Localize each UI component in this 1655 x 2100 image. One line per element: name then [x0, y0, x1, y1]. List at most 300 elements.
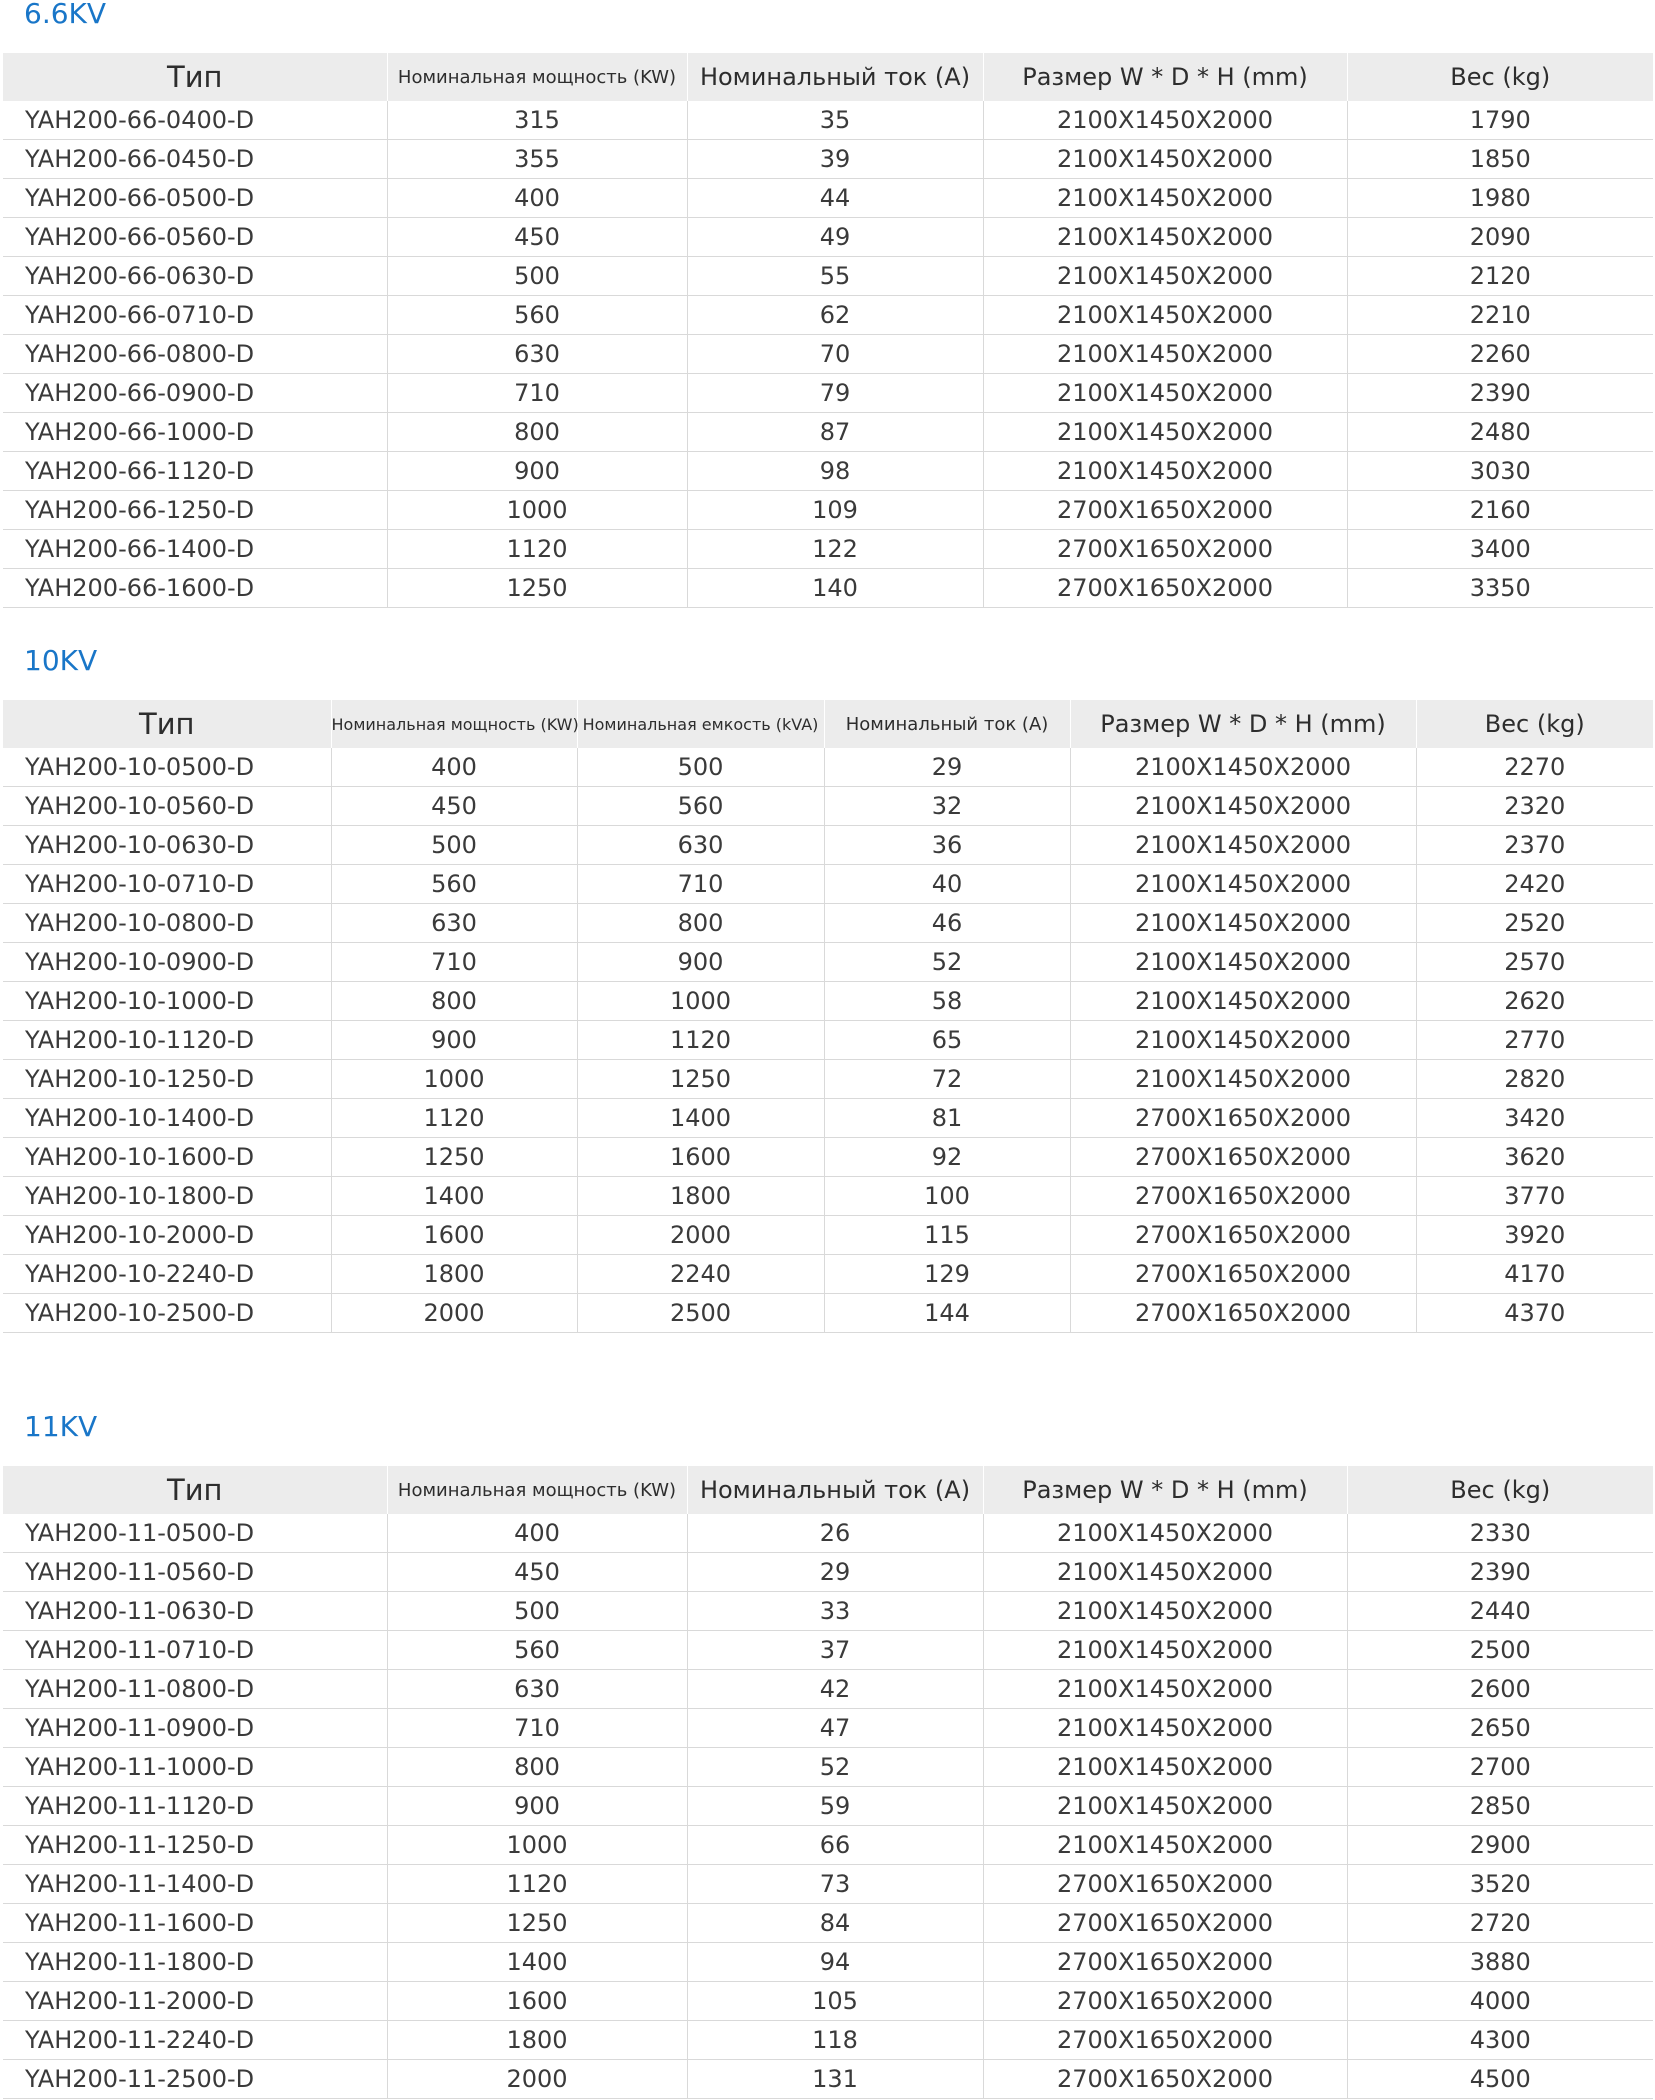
table-cell: 800 — [387, 1748, 687, 1787]
table-cell: 800 — [387, 413, 687, 452]
cell-type: YAH200-66-1000-D — [3, 413, 387, 452]
table-cell: 36 — [824, 826, 1070, 865]
table-row — [3, 1748, 1653, 1787]
table-cell: 450 — [331, 787, 577, 826]
cell-type: YAH200-10-0560-D — [3, 787, 331, 826]
table-cell: 2100X1450X2000 — [983, 1709, 1347, 1748]
cell-type: YAH200-66-0800-D — [3, 335, 387, 374]
table-cell: 2100X1450X2000 — [1070, 943, 1416, 982]
table-cell: 1250 — [387, 1904, 687, 1943]
table-cell: 129 — [824, 1255, 1070, 1294]
table-row — [3, 904, 1653, 943]
table-cell: 3030 — [1347, 452, 1653, 491]
col-header-size: Размер W * D * H (mm) — [983, 1466, 1347, 1514]
table-cell: 62 — [687, 296, 983, 335]
table-cell: 400 — [331, 748, 577, 787]
table-cell: 79 — [687, 374, 983, 413]
cell-type: YAH200-11-0630-D — [3, 1592, 387, 1631]
table-cell: 39 — [687, 140, 983, 179]
table-cell: 2100X1450X2000 — [983, 101, 1347, 140]
table-cell: 900 — [387, 1787, 687, 1826]
table-cell: 2330 — [1347, 1514, 1653, 1553]
cell-type: YAH200-11-2500-D — [3, 2060, 387, 2099]
table-row — [3, 1787, 1653, 1826]
table-cell: 560 — [577, 787, 824, 826]
table-cell: 1400 — [387, 1943, 687, 1982]
col-header-power: Номинальная мощность (KW) — [331, 700, 577, 748]
table-cell: 2100X1450X2000 — [1070, 1060, 1416, 1099]
table-cell: 73 — [687, 1865, 983, 1904]
table-cell: 33 — [687, 1592, 983, 1631]
table-cell: 1120 — [331, 1099, 577, 1138]
table-cell: 2480 — [1347, 413, 1653, 452]
cell-type: YAH200-10-1600-D — [3, 1138, 331, 1177]
table-row — [3, 1294, 1653, 1333]
table-row — [3, 2021, 1653, 2060]
table-cell: 2700X1650X2000 — [983, 491, 1347, 530]
table-cell: 1000 — [387, 1826, 687, 1865]
cell-type: YAH200-66-0400-D — [3, 101, 387, 140]
table-cell: 2000 — [577, 1216, 824, 1255]
spec-table-10kv — [3, 700, 1653, 1333]
table-cell: 144 — [824, 1294, 1070, 1333]
cell-type: YAH200-10-0900-D — [3, 943, 331, 982]
table-cell: 2100X1450X2000 — [983, 1826, 1347, 1865]
col-header-current: Номинальный ток (A) — [687, 53, 983, 101]
table-cell: 2700X1650X2000 — [983, 1904, 1347, 1943]
table-cell: 72 — [824, 1060, 1070, 1099]
cell-type: YAH200-10-0630-D — [3, 826, 331, 865]
table-cell: 1800 — [331, 1255, 577, 1294]
table-cell: 2700X1650X2000 — [1070, 1216, 1416, 1255]
table-cell: 2100X1450X2000 — [983, 374, 1347, 413]
table-row — [3, 1138, 1653, 1177]
table-row — [3, 296, 1653, 335]
table-cell: 3880 — [1347, 1943, 1653, 1982]
table-cell: 2520 — [1416, 904, 1653, 943]
table-cell: 2240 — [577, 1255, 824, 1294]
table-cell: 3920 — [1416, 1216, 1653, 1255]
table-cell: 2100X1450X2000 — [983, 335, 1347, 374]
table-cell: 3420 — [1416, 1099, 1653, 1138]
table-cell: 2500 — [1347, 1631, 1653, 1670]
table-cell: 2260 — [1347, 335, 1653, 374]
cell-type: YAH200-66-0710-D — [3, 296, 387, 335]
table-cell: 118 — [687, 2021, 983, 2060]
table-row — [3, 101, 1653, 140]
table-cell: 2100X1450X2000 — [983, 1670, 1347, 1709]
table-cell: 1600 — [387, 1982, 687, 2021]
cell-type: YAH200-66-1400-D — [3, 530, 387, 569]
table-row — [3, 1592, 1653, 1631]
cell-type: YAH200-10-2000-D — [3, 1216, 331, 1255]
table-cell: 2320 — [1416, 787, 1653, 826]
table-cell: 2700X1650X2000 — [1070, 1138, 1416, 1177]
table-cell: 2100X1450X2000 — [983, 452, 1347, 491]
table-cell: 2100X1450X2000 — [1070, 787, 1416, 826]
table-cell: 1400 — [577, 1099, 824, 1138]
table-cell: 2100X1450X2000 — [1070, 904, 1416, 943]
table-cell: 2500 — [577, 1294, 824, 1333]
table-cell: 560 — [331, 865, 577, 904]
table-cell: 109 — [687, 491, 983, 530]
table-cell: 2100X1450X2000 — [1070, 865, 1416, 904]
table-cell: 115 — [824, 1216, 1070, 1255]
table-cell: 94 — [687, 1943, 983, 1982]
col-header-size: Размер W * D * H (mm) — [983, 53, 1347, 101]
table-cell: 630 — [331, 904, 577, 943]
table-row — [3, 2060, 1653, 2099]
table-row — [3, 1255, 1653, 1294]
table-cell: 4170 — [1416, 1255, 1653, 1294]
table-cell: 35 — [687, 101, 983, 140]
table-row — [3, 1099, 1653, 1138]
cell-type: YAH200-11-0560-D — [3, 1553, 387, 1592]
cell-type: YAH200-66-1600-D — [3, 569, 387, 608]
cell-type: YAH200-11-2000-D — [3, 1982, 387, 2021]
col-header-size: Размер W * D * H (mm) — [1070, 700, 1416, 748]
cell-type: YAH200-10-0710-D — [3, 865, 331, 904]
col-header-type: Тип — [3, 700, 331, 748]
table-cell: 630 — [387, 335, 687, 374]
table-cell: 2390 — [1347, 1553, 1653, 1592]
table-row — [3, 1670, 1653, 1709]
table-cell: 2120 — [1347, 257, 1653, 296]
table-cell: 122 — [687, 530, 983, 569]
table-row — [3, 1865, 1653, 1904]
cell-type: YAH200-10-2240-D — [3, 1255, 331, 1294]
table-cell: 2420 — [1416, 865, 1653, 904]
table-header-row — [3, 1466, 1653, 1514]
table-cell: 1400 — [331, 1177, 577, 1216]
table-row — [3, 1709, 1653, 1748]
table-row — [3, 748, 1653, 787]
table-row — [3, 491, 1653, 530]
table-cell: 2820 — [1416, 1060, 1653, 1099]
table-cell: 2100X1450X2000 — [983, 413, 1347, 452]
table-cell: 2100X1450X2000 — [983, 140, 1347, 179]
table-cell: 3400 — [1347, 530, 1653, 569]
table-row — [3, 452, 1653, 491]
table-cell: 2100X1450X2000 — [1070, 1021, 1416, 1060]
table-cell: 2100X1450X2000 — [983, 179, 1347, 218]
table-cell: 47 — [687, 1709, 983, 1748]
table-cell: 2000 — [331, 1294, 577, 1333]
table-row — [3, 787, 1653, 826]
table-cell: 1600 — [331, 1216, 577, 1255]
table-row — [3, 1826, 1653, 1865]
table-cell: 1120 — [387, 1865, 687, 1904]
table-cell: 1250 — [577, 1060, 824, 1099]
cell-type: YAH200-10-2500-D — [3, 1294, 331, 1333]
table-cell: 710 — [577, 865, 824, 904]
table-cell: 800 — [331, 982, 577, 1021]
table-cell: 3350 — [1347, 569, 1653, 608]
table-cell: 2900 — [1347, 1826, 1653, 1865]
spec-table-6-6kv — [3, 53, 1653, 608]
table-cell: 2700X1650X2000 — [983, 1982, 1347, 2021]
spec-table-11kv — [3, 1466, 1653, 2099]
table-row — [3, 1060, 1653, 1099]
table-cell: 59 — [687, 1787, 983, 1826]
table-cell: 2600 — [1347, 1670, 1653, 1709]
table-cell: 49 — [687, 218, 983, 257]
table-row — [3, 530, 1653, 569]
cell-type: YAH200-10-1120-D — [3, 1021, 331, 1060]
col-header-type: Тип — [3, 53, 387, 101]
cell-type: YAH200-11-1600-D — [3, 1904, 387, 1943]
table-cell: 2700X1650X2000 — [1070, 1177, 1416, 1216]
table-cell: 2700 — [1347, 1748, 1653, 1787]
table-row — [3, 943, 1653, 982]
table-row — [3, 1177, 1653, 1216]
table-cell: 630 — [387, 1670, 687, 1709]
table-cell: 1980 — [1347, 179, 1653, 218]
table-cell: 800 — [577, 904, 824, 943]
table-row — [3, 1216, 1653, 1255]
table-cell: 52 — [687, 1748, 983, 1787]
table-cell: 2700X1650X2000 — [983, 1943, 1347, 1982]
table-cell: 37 — [687, 1631, 983, 1670]
table-cell: 2100X1450X2000 — [983, 257, 1347, 296]
cell-type: YAH200-11-1000-D — [3, 1748, 387, 1787]
table-cell: 2100X1450X2000 — [983, 1514, 1347, 1553]
table-cell: 500 — [387, 1592, 687, 1631]
table-cell: 630 — [577, 826, 824, 865]
table-cell: 500 — [577, 748, 824, 787]
table-cell: 2100X1450X2000 — [1070, 826, 1416, 865]
table-cell: 2100X1450X2000 — [983, 1748, 1347, 1787]
table-cell: 42 — [687, 1670, 983, 1709]
cell-type: YAH200-11-0500-D — [3, 1514, 387, 1553]
table-cell: 46 — [824, 904, 1070, 943]
table-cell: 58 — [824, 982, 1070, 1021]
cell-type: YAH200-10-0800-D — [3, 904, 331, 943]
table-cell: 710 — [331, 943, 577, 982]
cell-type: YAH200-11-0710-D — [3, 1631, 387, 1670]
section-title: 11KV — [24, 1410, 98, 1443]
table-cell: 131 — [687, 2060, 983, 2099]
table-row — [3, 1514, 1653, 1553]
table-cell: 40 — [824, 865, 1070, 904]
table-cell: 81 — [824, 1099, 1070, 1138]
table-row — [3, 257, 1653, 296]
table-cell: 2100X1450X2000 — [983, 296, 1347, 335]
table-cell: 4500 — [1347, 2060, 1653, 2099]
col-header-current: Номинальный ток (A) — [824, 700, 1070, 748]
cell-type: YAH200-11-1800-D — [3, 1943, 387, 1982]
table-cell: 65 — [824, 1021, 1070, 1060]
col-header-current: Номинальный ток (A) — [687, 1466, 983, 1514]
table-cell: 500 — [331, 826, 577, 865]
table-cell: 100 — [824, 1177, 1070, 1216]
table-cell: 1790 — [1347, 101, 1653, 140]
table-cell: 710 — [387, 1709, 687, 1748]
table-cell: 98 — [687, 452, 983, 491]
table-cell: 2700X1650X2000 — [1070, 1294, 1416, 1333]
col-header-type: Тип — [3, 1466, 387, 1514]
table-cell: 4000 — [1347, 1982, 1653, 2021]
table-cell: 2440 — [1347, 1592, 1653, 1631]
table-cell: 26 — [687, 1514, 983, 1553]
table-cell: 900 — [387, 452, 687, 491]
table-cell: 2700X1650X2000 — [983, 569, 1347, 608]
col-header-weight: Вес (kg) — [1416, 700, 1653, 748]
cell-type: YAH200-66-1120-D — [3, 452, 387, 491]
table-cell: 500 — [387, 257, 687, 296]
table-cell: 1250 — [331, 1138, 577, 1177]
table-cell: 400 — [387, 179, 687, 218]
cell-type: YAH200-66-0560-D — [3, 218, 387, 257]
table-cell: 2090 — [1347, 218, 1653, 257]
col-header-weight: Вес (kg) — [1347, 1466, 1653, 1514]
cell-type: YAH200-10-0500-D — [3, 748, 331, 787]
table-cell: 2700X1650X2000 — [983, 2021, 1347, 2060]
cell-type: YAH200-10-1000-D — [3, 982, 331, 1021]
table-cell: 900 — [331, 1021, 577, 1060]
table-cell: 29 — [824, 748, 1070, 787]
table-cell: 87 — [687, 413, 983, 452]
table-cell: 3770 — [1416, 1177, 1653, 1216]
section-title: 6.6KV — [24, 0, 107, 30]
table-cell: 2160 — [1347, 491, 1653, 530]
table-cell: 1000 — [387, 491, 687, 530]
table-cell: 32 — [824, 787, 1070, 826]
table-row — [3, 826, 1653, 865]
table-cell: 2700X1650X2000 — [983, 530, 1347, 569]
table-cell: 44 — [687, 179, 983, 218]
table-cell: 2100X1450X2000 — [983, 1592, 1347, 1631]
table-cell: 710 — [387, 374, 687, 413]
table-cell: 400 — [387, 1514, 687, 1553]
table-cell: 2650 — [1347, 1709, 1653, 1748]
table-cell: 2100X1450X2000 — [983, 1553, 1347, 1592]
table-cell: 2100X1450X2000 — [983, 1787, 1347, 1826]
table-cell: 52 — [824, 943, 1070, 982]
table-row — [3, 1982, 1653, 2021]
col-header-weight: Вес (kg) — [1347, 53, 1653, 101]
cell-type: YAH200-66-0630-D — [3, 257, 387, 296]
table-cell: 1000 — [331, 1060, 577, 1099]
table-cell: 2210 — [1347, 296, 1653, 335]
table-cell: 1120 — [387, 530, 687, 569]
table-cell: 315 — [387, 101, 687, 140]
table-row — [3, 218, 1653, 257]
table-cell: 2700X1650X2000 — [1070, 1255, 1416, 1294]
col-header-power: Номинальная мощность (KW) — [387, 53, 687, 101]
table-cell: 92 — [824, 1138, 1070, 1177]
table-cell: 2100X1450X2000 — [1070, 982, 1416, 1021]
cell-type: YAH200-66-1250-D — [3, 491, 387, 530]
table-cell: 450 — [387, 218, 687, 257]
table-cell: 3620 — [1416, 1138, 1653, 1177]
table-cell: 2390 — [1347, 374, 1653, 413]
cell-type: YAH200-10-1400-D — [3, 1099, 331, 1138]
table-cell: 2370 — [1416, 826, 1653, 865]
table-cell: 2000 — [387, 2060, 687, 2099]
table-row — [3, 1553, 1653, 1592]
table-cell: 2100X1450X2000 — [1070, 748, 1416, 787]
table-cell: 2620 — [1416, 982, 1653, 1021]
table-row — [3, 140, 1653, 179]
table-cell: 4370 — [1416, 1294, 1653, 1333]
table-cell: 70 — [687, 335, 983, 374]
table-cell: 560 — [387, 296, 687, 335]
col-header-power: Номинальная мощность (KW) — [387, 1466, 687, 1514]
table-cell: 2850 — [1347, 1787, 1653, 1826]
table-cell: 2700X1650X2000 — [983, 1865, 1347, 1904]
table-cell: 2100X1450X2000 — [983, 218, 1347, 257]
table-cell: 84 — [687, 1904, 983, 1943]
table-body — [3, 1514, 1653, 2099]
table-body — [3, 748, 1653, 1333]
table-cell: 2700X1650X2000 — [1070, 1099, 1416, 1138]
table-cell: 105 — [687, 1982, 983, 2021]
table-cell: 1120 — [577, 1021, 824, 1060]
table-row — [3, 413, 1653, 452]
table-cell: 140 — [687, 569, 983, 608]
cell-type: YAH200-66-0900-D — [3, 374, 387, 413]
table-row — [3, 1943, 1653, 1982]
table-cell: 55 — [687, 257, 983, 296]
cell-type: YAH200-66-0450-D — [3, 140, 387, 179]
table-row — [3, 569, 1653, 608]
table-cell: 560 — [387, 1631, 687, 1670]
col-header-capacity: Номинальная емкость (kVA) — [577, 700, 824, 748]
table-cell: 1800 — [387, 2021, 687, 2060]
table-row — [3, 1021, 1653, 1060]
table-cell: 1250 — [387, 569, 687, 608]
table-row — [3, 374, 1653, 413]
table-cell: 2570 — [1416, 943, 1653, 982]
cell-type: YAH200-11-1120-D — [3, 1787, 387, 1826]
table-header-row — [3, 700, 1653, 748]
table-row — [3, 1631, 1653, 1670]
table-cell: 29 — [687, 1553, 983, 1592]
cell-type: YAH200-11-0900-D — [3, 1709, 387, 1748]
table-cell: 1600 — [577, 1138, 824, 1177]
table-row — [3, 335, 1653, 374]
cell-type: YAH200-10-1800-D — [3, 1177, 331, 1216]
table-cell: 1850 — [1347, 140, 1653, 179]
table-cell: 2270 — [1416, 748, 1653, 787]
table-cell: 4300 — [1347, 2021, 1653, 2060]
table-row — [3, 865, 1653, 904]
table-row — [3, 1904, 1653, 1943]
table-cell: 2700X1650X2000 — [983, 2060, 1347, 2099]
section-title: 10KV — [24, 644, 98, 677]
table-cell: 2100X1450X2000 — [983, 1631, 1347, 1670]
table-cell: 450 — [387, 1553, 687, 1592]
table-cell: 900 — [577, 943, 824, 982]
table-cell: 2720 — [1347, 1904, 1653, 1943]
cell-type: YAH200-11-2240-D — [3, 2021, 387, 2060]
cell-type: YAH200-11-0800-D — [3, 1670, 387, 1709]
table-row — [3, 179, 1653, 218]
table-cell: 2770 — [1416, 1021, 1653, 1060]
table-header-row — [3, 53, 1653, 101]
table-cell: 1800 — [577, 1177, 824, 1216]
cell-type: YAH200-10-1250-D — [3, 1060, 331, 1099]
table-cell: 355 — [387, 140, 687, 179]
table-cell: 3520 — [1347, 1865, 1653, 1904]
cell-type: YAH200-11-1400-D — [3, 1865, 387, 1904]
cell-type: YAH200-66-0500-D — [3, 179, 387, 218]
table-cell: 66 — [687, 1826, 983, 1865]
table-row — [3, 982, 1653, 1021]
table-body — [3, 101, 1653, 608]
table-cell: 1000 — [577, 982, 824, 1021]
